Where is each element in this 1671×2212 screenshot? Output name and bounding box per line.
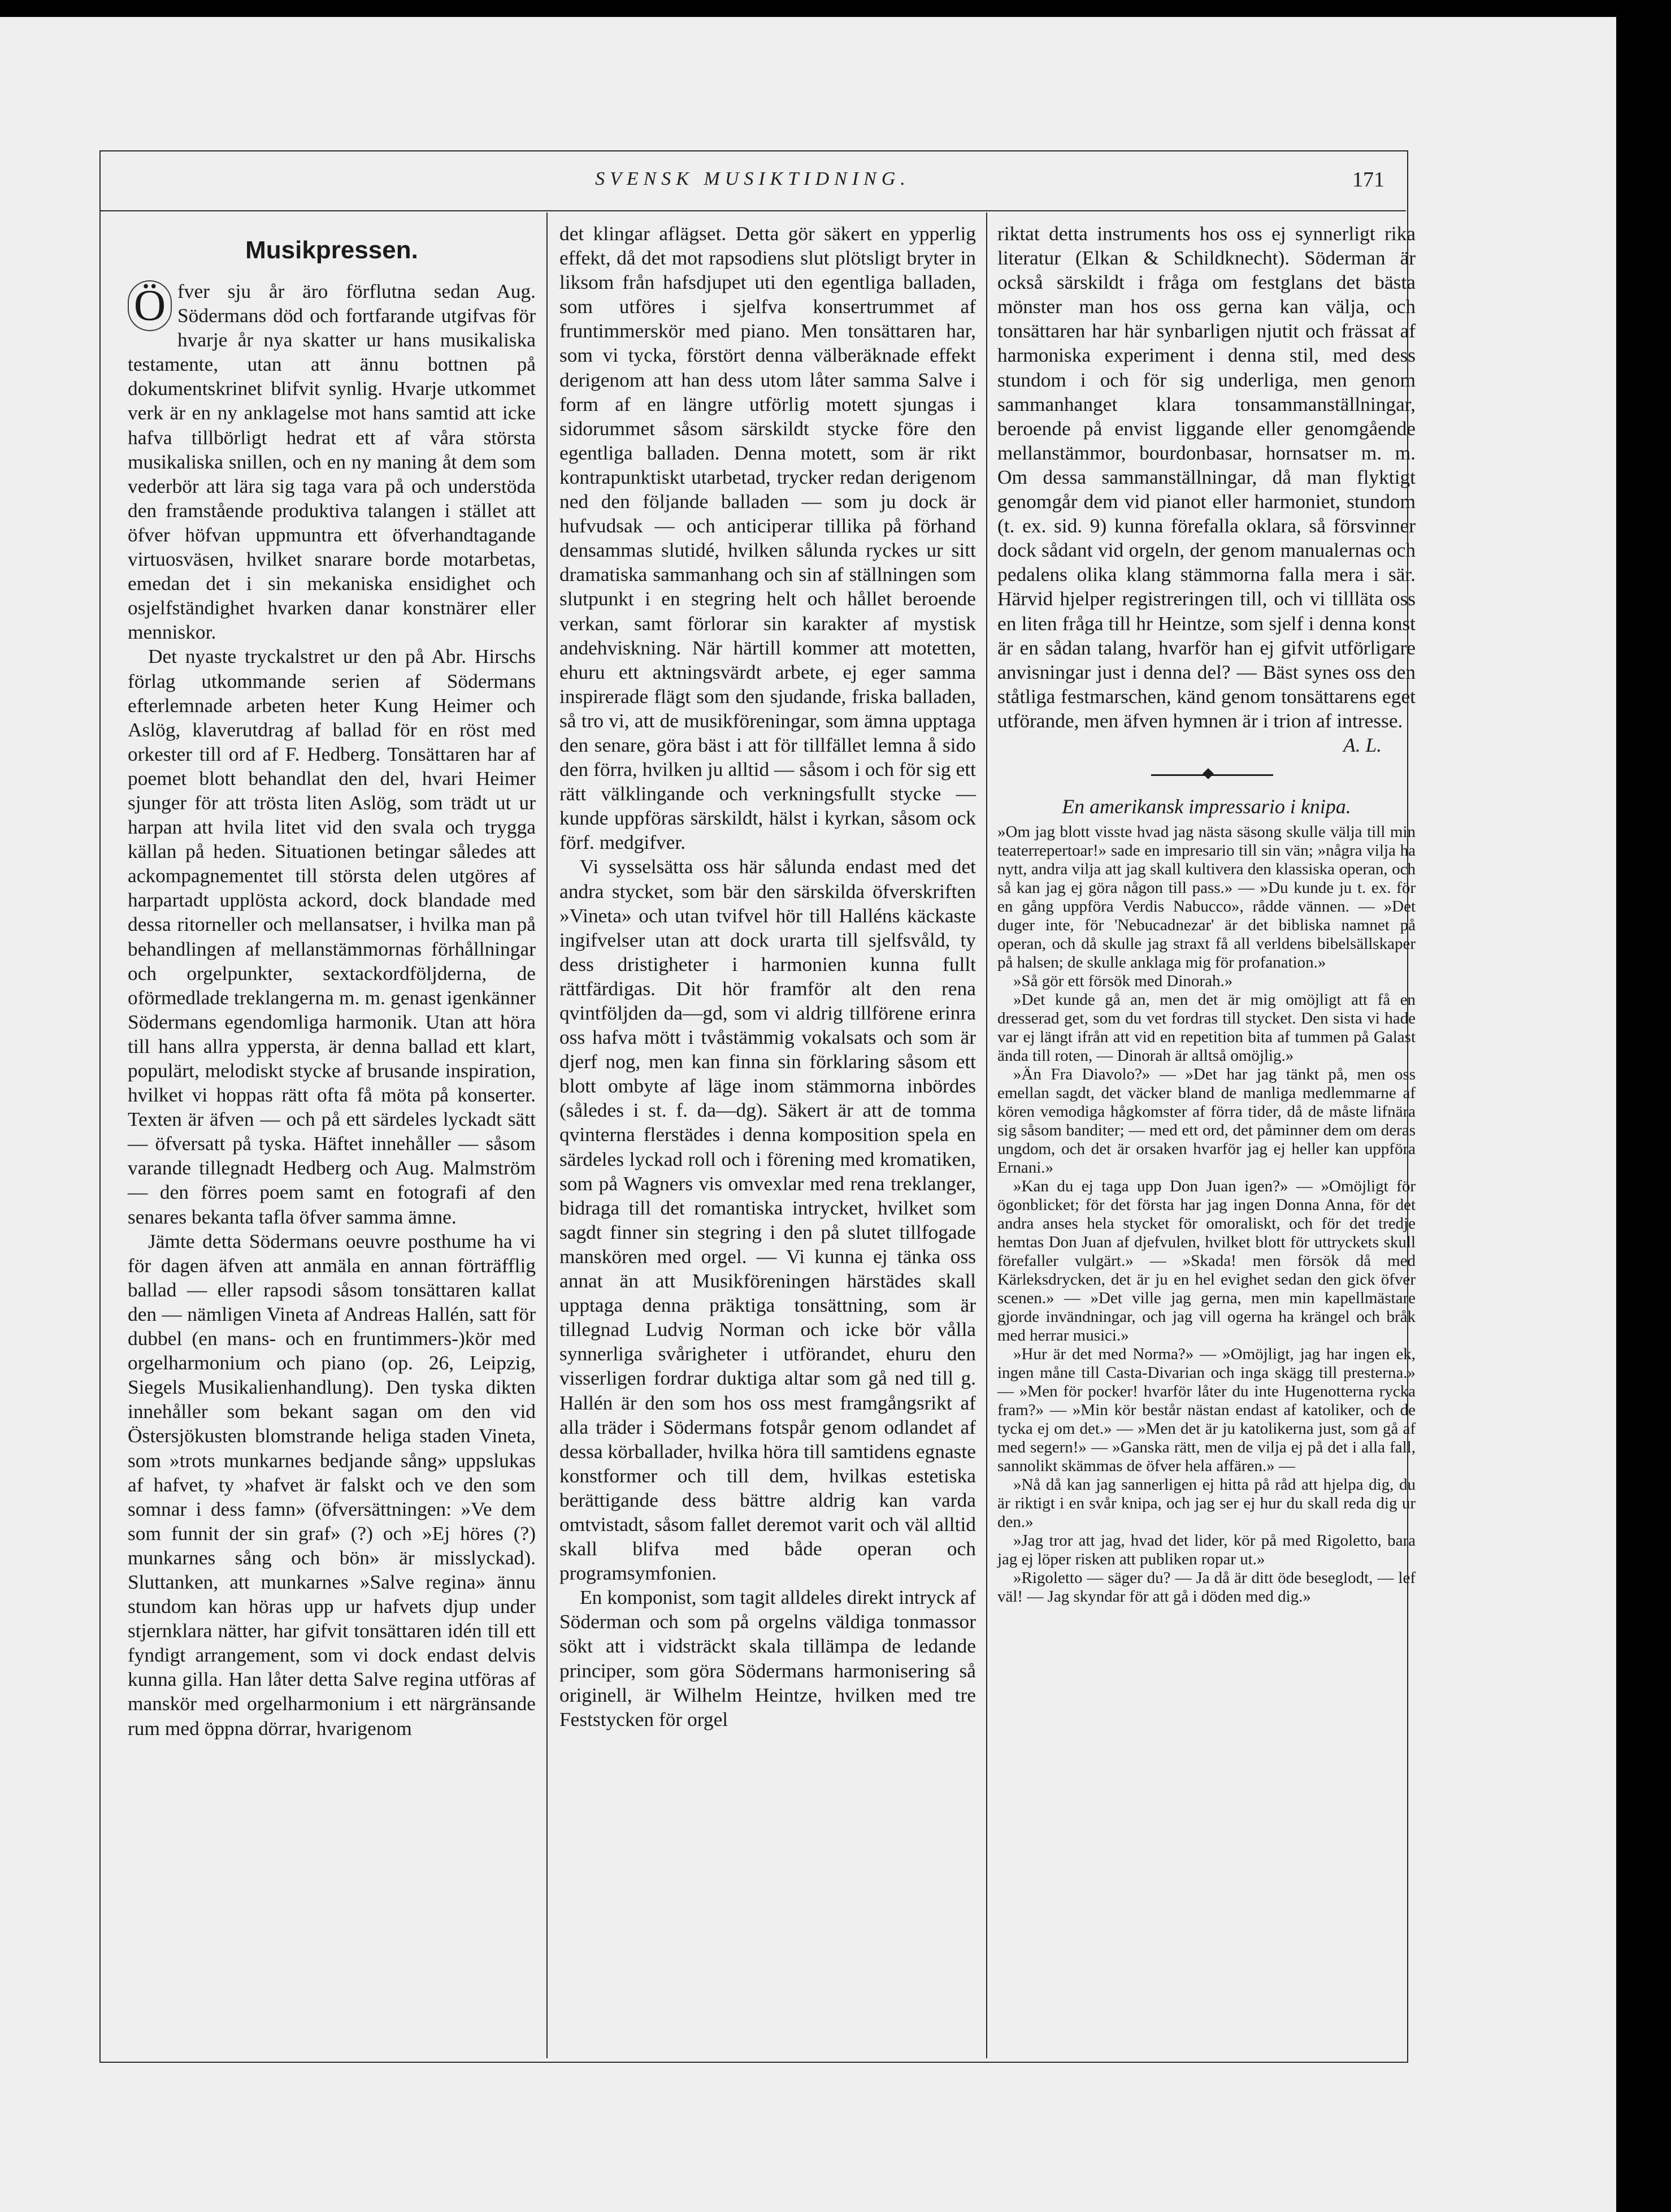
article-paragraph: En komponist, som tagit alldeles direkt intryck af Söderman och som på orgelns väldiga tonmassor sökt att i vidsträckt skala tillämpa de ledande principer, som göra Södermans harmonisering så originell, är Wilhelm Heintze, hvilken med tre Feststycken för orgel [559,1586,976,1730]
article-title: Musikpressen. [245,236,418,264]
divider-diamond-icon [1203,768,1214,779]
anecdote-paragraph: »Än Fra Diavolo?» — »Det har jag tänkt på, men oss emellan sagdt, det väcker bland de manliga medlemmarne af kören vemodiga hågkomster af förra tider, då de måste lifnära sig såsom banditer; — med ett ord, det påminner dem om deras ungdom, och det är orsaken hvarför jag ej heller kan uppföra Ernani.» [997,1065,1416,1177]
section-divider-ornament [997,763,1416,786]
dropcap-letter: Ö [128,280,172,331]
column-3 [997,222,1416,1606]
page-header [99,165,1406,210]
article-signature: A. L. [1343,733,1382,756]
column-rule-2 [986,212,987,2058]
anecdote-paragraph: »Om jag blott visste hvad jag nästa säsong skulle välja till min teaterrepertoar!» sade en impresario till sin vän; »några vilja ha nytt, andra vilja att jag skall kultivera den klassiska operan, och så kan jag ej göra någon till pass.» — »Du kunde ju t. ex. för en gång uppföra Verdis Nabucco», rådde vännen. — »Det duger inte, för 'Nebucadnezar' är det bibliska namnet på operan, och då skulle jag straxt få all verldens bibelsällskaper på halsen; de skulle anklaga mig för profanation.» [997,823,1416,972]
article-paragraph: Det nyaste tryckalstret ur den på Abr. Hirschs förlag utkommande serien af Södermans efterlemnade arbeten heter Kung Heimer och Aslög, klaverutdrag af ballad för en röst med orkester till ord af F. Hedberg. Tonsättaren har af poemet blott behandlat den del, hvari Heimer sjunger för att trösta liten Aslög, som trädt ut ur harpan att hvila litet vid den svala och trygga källan på heden. Situationen betingar således att ackompagnementet till största delen utgöres af harpartadt upplösta ackord, dock blandade med dessa ritorneller och mellansatser, i hvilka man på behandlingen af mellanstämmornas förhållningar och orgelpunkter, sextackordföljderna, de oförmedlade treklangerna m. m. genast igenkänner Södermans egendomliga harmonik. Utan att höra till hans allra yppersta, är denna ballad ett klart, populärt, melodiskt stycke af brusande inspiration, hvilket vi hoppas rätt ofta få möta på konserter. Texten är äfven — och på ett särdeles lyckadt sätt — öfversatt på tyska. Häftet innehåller — såsom varande tillegnadt Hedberg och Aug. Malmström — den förres poem samt en fotografi af den senares bekanta tafla öfver samma ämne. [128,645,536,1228]
article-paragraph: Jämte detta Södermans oeuvre posthume ha vi för dagen äfven att anmäla en annan förträfflig ballad — eller rapsodi såsom tonsättaren kallat den — nämligen Vineta af Andreas Hallén, satt för dubbel (en mans- och en fruntimmers-)kör med orgelharmonium och piano (op. 26, Leipzig, Siegels Musikalienhandlung). Den tyska dikten innehåller som bekant sagan om den vid Östersjökusten blomstrande heliga staden Vineta, som »trots munkarnes bedjande sång» uppslukas af hafvet, ty »hafvet är falskt och ve den som somnar i dess famn» (öfversättningen: »Ve dem som funnit der sin graf» (?) och »Ej höres (?) munkarnes sång och bön» är misslyckad). Sluttanken, att munkarnes »Salve regina» ännu stundom kan höras upp ur hafvets djup under stjernklara nätter, har gifvit tonsättaren idén till ett fyndigt arrangement, som vi dock endast delvis kunna gilla. Han låter detta Salve regina utföras af manskör med orgelharmonium i ett närgränsande rum med öppna dörrar, hvarigenom [128,1229,536,1740]
anecdote-paragraph: »Nå då kan jag sannerligen ej hitta på råd att hjelpa dig, du är riktigt i en svår knipa, och jag ser ej hur du skall reda dig ur den.» [997,1476,1416,1532]
article-paragraph: det klingar aflägset. Detta gör säkert en ypperlig effekt, då det mot rapsodiens slut plötsligt bryter in liksom från hafsdjupet uti den egentliga balladen, som utföres i sjelfva konsertrummet af fruntimmerskör med piano. Men tonsättaren har, som vi tycka, förstört denna välberäknade effekt derigenom att han dess utom låter samma Salve i form af en längre utförlig motett sjungas i sidorummet såsom särskildt stycke före den egentliga balladen. Denna motett, som är rikt kontrapunktiskt utarbetad, trycker redan derigenom ned den följande balladen — som ju dock är hufvudsak — och anticiperar tillika på förhand densammas slutidé, hvilken sålunda ryckes ur sitt dramatiska sammanhang och sin af ställningen som slutpunkt i en stegring helt och hållet beroende verkan, samt förlorar sin karakter af mystisk andehviskning. När härtill kommer att motetten, ehuru ett aktningsvärdt arbete, ej eger samma inspirerade flägt som den sjudande, friska balladen, så tro vi, att de musikföreningar, som ämna upptaga den senare, göra bäst i att för tillfället lemna å sido den förra, hvilken ju alltid — såsom i och för sig ett rätt välklingande och verkningsfullt stycke — kunde uppföras särskildt, hälst i kyrkan, såsom ock förf. medgifver. [559,222,976,854]
anecdote-paragraph: »Så gör ett försök med Dinorah.» [1013,972,1233,991]
anecdote-title: En amerikansk impressario i knipa. [1062,795,1351,818]
anecdote-paragraph: »Jag tror att jag, hvad det lider, kör på med Rigoletto, bara jag ej löper risken att publiken ropar ut.» [997,1532,1416,1569]
anecdote-paragraph: »Rigoletto — säger du? — Ja då är ditt öde beseglodt, — lef väl! — Jag skyndar för att gå i döden med dig.» [997,1569,1416,1606]
anecdote-paragraph: »Hur är det med Norma?» — »Omöjligt, jag har ingen ek, ingen måne till Casta-Divarian och inga skägg till presterna.» — »Men för pocker! hvarför låter du inte Hugenotterna rycka fram?» — »Min kör består nästan endast af katoliker, och de tycka ej om det.» — »Men det är ju katolikerna just, som gå af med segern!» — »Ganska rätt, men de vilja ej på det i alla fall, sannolikt skämmas de öfver hela affären.» — [997,1345,1416,1476]
article-paragraph: Vi sysselsätta oss här sålunda endast med det andra stycket, som bär den särskilda öfverskriften »Vineta» och utan tvifvel hör till Halléns käckaste ingifvelser utan att dock urarta till sjelfsvåld, ty dess dristigheter i harmonien kunna fullt rättfärdigas. Dit hör framför alt den rena qvintföljden da—gd, som vi aldrig tillförene erinra oss hafva mött i tvåstämmig vokalsats och som är djerf nog, men kan finna sin förklaring såsom ett blott ombyte af läge inom stämmorna inbördes (således i st. f. da—dg). Säkert är att de tomma qvinterna flerstädes i denna komposition spela en särdeles lyckad roll och i förening med kromatiken, som på Wagners vis omvexlar med rena treklanger, bidraga till det romantiska intrycket, hvilket som sagdt finner sin stegring i den på slutet tillfogade manskören med orgel. — Vi kunna ej tänka oss annat än att Musikföreningen härstädes skall upptaga denna präktiga tonsättning, som är tillegnad Ludvig Norman och icke bör vålla synnerliga svårigheter i utförandet, ehuru den visserligen fordrar duktiga altar som gå ned till g. Hallén är den som hos oss mest framgångsrikt af alla träder i Södermans fotspår genom odlandet af dessa körballader, hvilka höra till samtidens egnaste konstformer och till dem, hvilkas estetiska berättigande dess bättre aldrig kan varda omtvistadt, såsom fallet deremot varit och väl alltid skall blifva med både operan och programsymfonien. [559,855,976,1585]
anecdote-paragraph: »Kan du ej taga upp Don Juan igen?» — »Omöjligt för ögonblicket; för det första har jag ingen Donna Anna, för det andra anses hela stycket för omoraliskt, och för det tredje hemtas Don Juan af djefvulen, hvilket blott för uttryckets skull förefaller vulgärt.» — »Skada! men försök då med Kärleksdrycken, det är ju en hel evighet sedan den gick öfver scenen.» — »Det ville jag gerna, men min kapellmästare gjorde invändningar, och jag vill ogerna ha krängel och bråk med herrar musici.» [997,1177,1416,1345]
anecdote-paragraph: »Det kunde gå an, men det är mig omöjligt att få en dresserad get, som du vet fordras till stycket. Den sista vi hade var ej längt ifrån att vid en repetition bita af tummen på Galast ända till roten, — Dinorah är alltså omöjlig.» [997,991,1416,1065]
column-2 [559,222,976,1732]
column-1 [128,222,536,1741]
page-number: 171 [1352,168,1384,192]
article-paragraph: riktat detta instruments hos oss ej synnerligt rika literatur (Elkan & Schildknecht). Söderman är också särskildt i fråga om festglans det bästa mönster man hos oss gerna kan välja, och tonsättaren har här synbarligen njutit och frässat af harmoniska experiment i denna stil, med dess stundom i och för sig underliga, men genom sammanhanget klara tonsammanställningar, beroende på envist liggande eller genomgående mellanstämmor, bourdonbasar, hornsatser m. m. Om dessa sammanställningar, då man flyktigt genomgår dem vid pianot eller harmoniet, stundom (t. ex. sid. 9) kunna förefalla oklara, så försvinner dock sådant vid orgeln, der genom manualernas och pedalens olika klang stämmorna falla mera i sär. Härvid hjelper registreringen till, och vi tillläta oss en liten fråga till hr Heintze, som sjelf i denna konst är en sådan talang, hvarför han ej gifvit utförligare anvisningar just i denna del? — Bäst synes oss den ståtliga festmarschen, känd genom tonsättarens eget utförande, men äfven hymnen är i trion af intresse. [997,222,1416,732]
running-title: SVENSK MUSIKTIDNING. [595,168,910,189]
article-paragraph: Ö fver sju år äro förflutna sedan Aug. Södermans död och fortfarande utgifvas för hvarje år nya skatter ur hans musikaliska testamente, utan att ännu bottnen på dokumentskrinet blifvit synlig. Hvarje utkommet verk är en ny anklagelse mot hans samtid att icke hafva tillbörligt hedrat ett af våra största musikaliska snillen, och en ny maning åt dem som vederbör att lära sig taga vara på och understöda den framstående produktiva talangen i stället att öfver höfvan uppmuntra ett öfverhandtagande virtuosväsen, hvilket snarare borde motarbetas, emedan det i sin mekaniska ensidighet och osjelfständighet hvarken danar konstnärer eller menniskor. [128,280,536,644]
header-rule [99,210,1406,211]
column-rule-1 [546,212,548,2058]
